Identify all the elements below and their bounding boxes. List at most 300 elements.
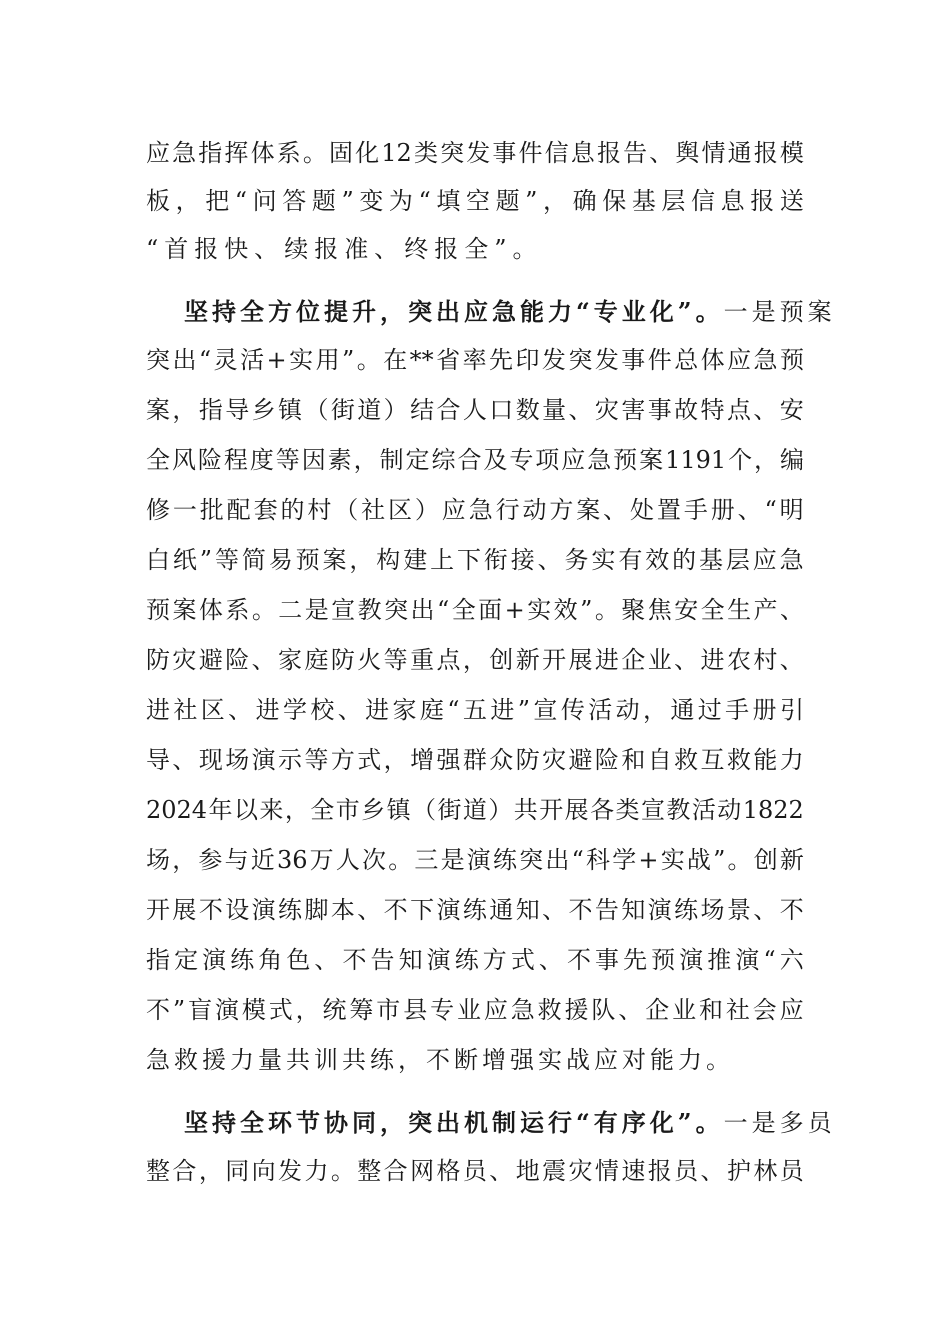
text-glyph: 演 <box>251 746 276 774</box>
text-glyph: 活 <box>588 696 613 724</box>
text-glyph: 数 <box>515 396 540 424</box>
text-glyph: 演 <box>647 896 672 924</box>
text-glyph: 进 <box>594 646 619 674</box>
text-glyph: 员 <box>462 1157 487 1185</box>
text-glyph: 知 <box>515 896 540 924</box>
text-glyph: 地 <box>515 1157 540 1185</box>
text-glyph: 化 <box>355 139 380 167</box>
text-glyph: ） <box>414 496 439 524</box>
text-glyph: 因 <box>301 446 326 474</box>
text-glyph: 置 <box>656 496 681 524</box>
text-glyph: 筹 <box>349 996 374 1024</box>
text-glyph: 效 <box>645 546 670 574</box>
text-glyph: 题 <box>311 187 336 215</box>
text-glyph: 下 <box>456 546 481 574</box>
paragraph-line <box>146 640 804 680</box>
text-glyph: 险 <box>225 646 250 674</box>
text-glyph: 专 <box>430 996 455 1024</box>
text-glyph: 程 <box>223 446 248 474</box>
text-glyph: 固 <box>328 139 353 167</box>
text-glyph: 层 <box>661 187 686 215</box>
text-glyph: 系 <box>276 139 301 167</box>
text-glyph: ” <box>517 696 531 724</box>
text-glyph: 、 <box>700 1157 725 1185</box>
text-glyph: 上 <box>430 546 455 574</box>
text-glyph: 有 <box>618 546 643 574</box>
text-glyph: 速 <box>621 1157 646 1185</box>
text-glyph: 面 <box>478 596 503 624</box>
text-glyph: 方 <box>549 496 574 524</box>
text-glyph: 灾 <box>594 396 619 424</box>
text-glyph: 火 <box>357 646 382 674</box>
text-glyph: 人 <box>462 396 487 424</box>
text-glyph: 员 <box>674 1157 699 1185</box>
text-glyph: ， <box>353 446 378 474</box>
text-glyph: 开 <box>539 796 564 824</box>
text-glyph: 出 <box>410 596 435 624</box>
text-glyph: 合 <box>457 446 482 474</box>
text-glyph: 演 <box>436 896 461 924</box>
text-glyph: 件 <box>518 139 543 167</box>
text-glyph: 综 <box>431 446 456 474</box>
text-glyph: 救 <box>726 746 751 774</box>
text-glyph: 盲 <box>188 996 213 1024</box>
text-glyph: 预 <box>651 946 676 974</box>
text-glyph: 报 <box>753 139 778 167</box>
text-glyph: 、 <box>779 646 804 674</box>
text-glyph: 灾 <box>568 1157 593 1185</box>
text-glyph: 风 <box>171 446 196 474</box>
text-glyph: ） <box>383 396 408 424</box>
text-glyph: 业 <box>672 996 697 1024</box>
text-glyph: 务 <box>564 546 589 574</box>
text-glyph: 预 <box>295 546 320 574</box>
text-glyph: 制 <box>379 446 404 474</box>
text-glyph: 式 <box>510 946 535 974</box>
text-glyph: 个 <box>728 446 753 474</box>
text-glyph: 和 <box>698 996 723 1024</box>
paragraph-line-start: 一是预案 <box>723 298 836 326</box>
text-glyph: ” <box>713 846 726 874</box>
text-glyph: 五 <box>462 696 487 724</box>
text-glyph: 预 <box>613 446 638 474</box>
text-glyph: 传 <box>560 696 585 724</box>
text-glyph: 不 <box>383 896 408 924</box>
text-glyph: 发 <box>466 139 491 167</box>
text-glyph: 在 <box>383 346 408 374</box>
text-glyph: 各 <box>590 796 615 824</box>
text-glyph: 练 <box>230 946 255 974</box>
text-glyph: 力 <box>304 1157 329 1185</box>
paragraph-line <box>146 340 804 380</box>
text-glyph: 重 <box>410 646 435 674</box>
text-glyph: 脚 <box>304 896 329 924</box>
text-glyph: 答 <box>282 187 307 215</box>
text-glyph: 焦 <box>647 596 672 624</box>
text-glyph: 场 <box>225 746 250 774</box>
text-glyph: 、 <box>674 646 699 674</box>
paragraph-line <box>146 390 804 430</box>
text-glyph: 和 <box>621 746 646 774</box>
text-glyph: 简 <box>241 546 266 574</box>
text-glyph: 格 <box>436 1157 461 1185</box>
text-glyph: 、 <box>251 646 276 674</box>
text-glyph: 信 <box>691 187 715 215</box>
text-glyph: 过 <box>697 696 722 724</box>
text-glyph: 社 <box>361 496 386 524</box>
text-glyph: 次 <box>362 846 387 874</box>
text-glyph: 急 <box>468 496 493 524</box>
text-glyph: 、 <box>649 139 674 167</box>
text-glyph: 导 <box>225 396 250 424</box>
text-glyph: 急 <box>172 139 197 167</box>
text-glyph: 报 <box>596 139 621 167</box>
text-glyph: 演 <box>251 896 276 924</box>
text-glyph: 项 <box>535 446 560 474</box>
text-glyph: ， <box>172 846 197 874</box>
text-glyph: 新 <box>515 646 540 674</box>
text-glyph: 现 <box>198 746 223 774</box>
text-glyph: 应 <box>752 546 777 574</box>
text-glyph: 灵 <box>213 346 238 374</box>
text-glyph: 总 <box>674 346 699 374</box>
text-glyph: 防 <box>330 646 355 674</box>
text-glyph: 震 <box>542 1157 567 1185</box>
text-glyph: 衔 <box>483 546 508 574</box>
text-glyph: 、 <box>568 396 593 424</box>
text-glyph: 知 <box>621 896 646 924</box>
text-glyph: 练 <box>674 896 699 924</box>
text-glyph: 应 <box>561 446 586 474</box>
text-glyph: ” <box>172 996 186 1024</box>
text-glyph: 演 <box>426 946 451 974</box>
text-glyph: 出 <box>172 346 197 374</box>
text-glyph: 镇 <box>278 396 303 424</box>
text-glyph: 统 <box>322 996 347 1024</box>
text-glyph: 件 <box>647 346 672 374</box>
paragraph-line: “首报快、续报准、终报全”。 <box>146 235 543 263</box>
text-glyph: “ <box>571 846 584 874</box>
text-glyph: 册 <box>710 496 735 524</box>
text-glyph: 报 <box>647 1157 672 1185</box>
text-glyph: 创 <box>753 846 778 874</box>
text-glyph: ” <box>199 546 213 574</box>
paragraph-line <box>146 840 804 880</box>
text-glyph: ， <box>754 446 779 474</box>
text-glyph: 力 <box>779 746 804 774</box>
text-glyph: 乡 <box>361 796 386 824</box>
text-glyph: 县 <box>403 996 428 1024</box>
text-glyph: 、 <box>780 596 804 624</box>
text-glyph: 队 <box>591 996 616 1024</box>
text-glyph: 量 <box>542 396 567 424</box>
text-glyph: 。 <box>356 346 381 374</box>
text-glyph: 手 <box>725 696 750 724</box>
text-glyph: 动 <box>615 696 640 724</box>
text-glyph: 式 <box>357 746 382 774</box>
text-glyph: 突 <box>384 596 409 624</box>
text-glyph: 六 <box>779 946 804 974</box>
text-glyph: 、 <box>314 946 339 974</box>
text-glyph: 2024 <box>146 796 208 824</box>
text-glyph: 、 <box>618 996 643 1024</box>
text-glyph: 实 <box>527 596 552 624</box>
text-glyph: 自 <box>647 746 672 774</box>
text-glyph: 场 <box>700 896 725 924</box>
text-glyph: 示 <box>278 746 303 774</box>
text-glyph: 信 <box>544 139 569 167</box>
text-glyph: 宣 <box>640 796 665 824</box>
text-glyph: 创 <box>489 646 514 674</box>
paragraph-line <box>146 540 804 580</box>
text-glyph: ” <box>341 187 354 215</box>
text-glyph: 战 <box>686 846 711 874</box>
text-glyph: 配 <box>226 496 251 524</box>
text-glyph: 生 <box>727 596 752 624</box>
text-glyph: 系 <box>225 596 250 624</box>
text-glyph: 庭 <box>419 696 444 724</box>
text-glyph: 、 <box>172 746 197 774</box>
text-glyph: 建 <box>403 546 428 574</box>
text-glyph: 息 <box>570 139 595 167</box>
text-glyph: 演 <box>214 996 239 1024</box>
text-glyph: 度 <box>249 446 274 474</box>
text-glyph: 应 <box>483 996 508 1024</box>
text-glyph: 用 <box>315 346 340 374</box>
text-glyph: 修 <box>146 496 170 524</box>
text-glyph: 印 <box>515 346 540 374</box>
text-glyph: 年 <box>208 796 233 824</box>
paragraph-line-start: 一是多员 <box>723 1109 836 1137</box>
text-glyph: 市 <box>335 796 360 824</box>
text-glyph: 故 <box>674 396 699 424</box>
text-glyph: 处 <box>630 496 655 524</box>
text-glyph: 1191 <box>665 446 727 474</box>
text-glyph: 庭 <box>304 646 329 674</box>
text-glyph: 防 <box>515 746 540 774</box>
text-glyph: 避 <box>198 646 223 674</box>
text-glyph: 体 <box>198 596 223 624</box>
text-glyph: “ <box>447 696 460 724</box>
text-glyph: 应 <box>779 996 804 1024</box>
text-glyph: 行 <box>495 496 520 524</box>
text-glyph: 的 <box>672 546 697 574</box>
text-glyph: 灾 <box>542 746 567 774</box>
text-glyph: ” <box>525 187 538 215</box>
text-glyph: 家 <box>392 696 417 724</box>
text-glyph: 演 <box>466 846 491 874</box>
text-glyph: 不 <box>198 896 223 924</box>
text-glyph: 定 <box>405 446 430 474</box>
text-glyph: 以 <box>233 796 258 824</box>
text-glyph: 通 <box>489 896 514 924</box>
paragraph-line <box>146 940 804 980</box>
text-glyph: 方 <box>482 946 507 974</box>
text-glyph: 急 <box>753 346 778 374</box>
text-glyph: 明 <box>779 496 804 524</box>
text-glyph: 险 <box>594 746 619 774</box>
text-glyph: 案 <box>146 396 170 424</box>
text-glyph: 、 <box>753 896 778 924</box>
text-glyph: 与 <box>224 846 249 874</box>
text-glyph: 告 <box>370 946 395 974</box>
text-glyph: 等 <box>304 746 329 774</box>
text-glyph: 。 <box>302 139 327 167</box>
text-glyph: 整 <box>146 1157 170 1185</box>
text-glyph: 预 <box>146 596 170 624</box>
text-glyph: 告 <box>623 139 648 167</box>
text-glyph: 案 <box>172 596 197 624</box>
text-glyph: 色 <box>286 946 311 974</box>
text-glyph: 网 <box>410 1157 435 1185</box>
text-glyph: 社 <box>173 696 198 724</box>
paragraph-heading: 坚持全环节协同，突出机制运行“有序化”。 <box>184 1108 724 1137</box>
text-glyph: 业 <box>647 646 672 674</box>
text-glyph: 人 <box>335 846 360 874</box>
text-glyph: 问 <box>252 187 277 215</box>
text-glyph: 报 <box>750 187 775 215</box>
text-glyph: 展 <box>568 646 593 674</box>
text-glyph: 不 <box>146 996 170 1024</box>
text-glyph: 。 <box>330 1157 355 1185</box>
text-glyph: ” <box>580 596 593 624</box>
text-glyph: 突 <box>519 846 544 874</box>
text-glyph: 特 <box>700 396 725 424</box>
text-glyph: 护 <box>726 1157 751 1185</box>
text-glyph: 援 <box>564 996 589 1024</box>
text-glyph: 练 <box>462 896 487 924</box>
text-glyph: 及 <box>483 446 508 474</box>
text-glyph: ， <box>349 546 374 574</box>
text-glyph: 不 <box>566 946 591 974</box>
text-glyph: 学 <box>282 696 307 724</box>
text-glyph: 模 <box>779 139 804 167</box>
text-glyph: 层 <box>725 546 750 574</box>
text-glyph: 。 <box>251 596 276 624</box>
text-glyph: 村 <box>307 496 332 524</box>
text-glyph: 企 <box>621 646 646 674</box>
paragraph-first-line <box>184 292 836 332</box>
text-glyph: 挥 <box>224 139 249 167</box>
text-glyph: 、 <box>357 896 382 924</box>
text-glyph: 展 <box>564 796 589 824</box>
text-glyph: 白 <box>146 546 170 574</box>
text-glyph: 口 <box>489 396 514 424</box>
text-glyph: 应 <box>727 346 752 374</box>
text-glyph: 、 <box>737 496 762 524</box>
text-glyph: 批 <box>199 496 224 524</box>
text-glyph: 镇 <box>386 796 411 824</box>
paragraph-first-line <box>184 1103 836 1143</box>
text-glyph: 灾 <box>172 646 197 674</box>
text-glyph: 情 <box>701 139 726 167</box>
text-glyph: 合 <box>383 1157 408 1185</box>
text-glyph: 类 <box>615 796 640 824</box>
text-glyph: 聚 <box>621 596 646 624</box>
text-glyph: 农 <box>726 646 751 674</box>
text-glyph: 区 <box>388 496 413 524</box>
text-glyph: 动 <box>522 496 547 524</box>
paragraph-line <box>146 790 804 830</box>
paragraph-line <box>146 590 804 630</box>
text-glyph: 救 <box>537 996 562 1024</box>
text-glyph: 事 <box>492 139 517 167</box>
text-glyph: 险 <box>197 446 222 474</box>
text-glyph: 事 <box>621 346 646 374</box>
text-glyph: 方 <box>330 746 355 774</box>
text-glyph: 来 <box>259 796 284 824</box>
text-glyph: 、 <box>538 946 563 974</box>
text-glyph: 科 <box>586 846 611 874</box>
text-glyph: 、 <box>603 496 628 524</box>
text-glyph: ， <box>642 696 667 724</box>
text-glyph: 板 <box>146 187 170 215</box>
text-glyph: 手 <box>683 496 708 524</box>
text-glyph: 急 <box>510 996 535 1024</box>
text-glyph: 1822 <box>742 796 804 824</box>
text-glyph: 出 <box>545 846 570 874</box>
text-glyph: 等 <box>275 446 300 474</box>
text-glyph: 动 <box>717 796 742 824</box>
paragraph-line <box>146 490 804 530</box>
text-glyph: 救 <box>674 746 699 774</box>
text-glyph: 指 <box>198 139 223 167</box>
text-glyph: 产 <box>753 596 778 624</box>
text-glyph: ， <box>284 796 309 824</box>
text-glyph: 题 <box>495 187 520 215</box>
text-glyph: 全 <box>700 596 725 624</box>
text-glyph: 接 <box>510 546 535 574</box>
text-glyph: 本 <box>330 896 355 924</box>
text-glyph: 三 <box>414 846 439 874</box>
text-glyph: 定 <box>174 946 199 974</box>
text-glyph: 共 <box>513 796 538 824</box>
text-glyph: 确 <box>572 187 597 215</box>
text-glyph: ” <box>342 346 355 374</box>
text-glyph: 案 <box>322 546 347 574</box>
text-glyph: 变 <box>359 187 384 215</box>
text-glyph: 景 <box>726 896 751 924</box>
text-glyph: 活 <box>240 346 265 374</box>
text-glyph: 点 <box>436 646 461 674</box>
text-glyph: 发 <box>541 346 566 374</box>
text-glyph: 害 <box>621 396 646 424</box>
text-glyph: 同 <box>225 1157 250 1185</box>
text-glyph: 能 <box>753 746 778 774</box>
paragraph-line: 急救援力量共训共练，不断增强实战应对能力。 <box>146 1046 734 1074</box>
text-glyph: 教 <box>666 796 691 824</box>
text-glyph: 林 <box>753 1157 778 1185</box>
text-glyph: ， <box>172 396 197 424</box>
text-glyph: 进 <box>490 696 515 724</box>
text-glyph: 体 <box>250 139 275 167</box>
text-glyph: 。 <box>388 846 413 874</box>
text-glyph: 学 <box>612 846 637 874</box>
text-glyph: 避 <box>568 746 593 774</box>
text-glyph: 宣 <box>533 696 558 724</box>
text-glyph: 下 <box>410 896 435 924</box>
text-glyph: 参 <box>198 846 223 874</box>
text-glyph: 指 <box>146 946 170 974</box>
text-glyph: “ <box>198 346 212 374</box>
text-glyph: 向 <box>251 1157 276 1185</box>
text-glyph: 场 <box>146 846 170 874</box>
text-glyph: 进 <box>700 646 725 674</box>
text-glyph: 把 <box>205 187 230 215</box>
text-glyph: 角 <box>258 946 283 974</box>
text-glyph: 12 <box>381 139 412 167</box>
text-glyph: 、 <box>228 696 253 724</box>
